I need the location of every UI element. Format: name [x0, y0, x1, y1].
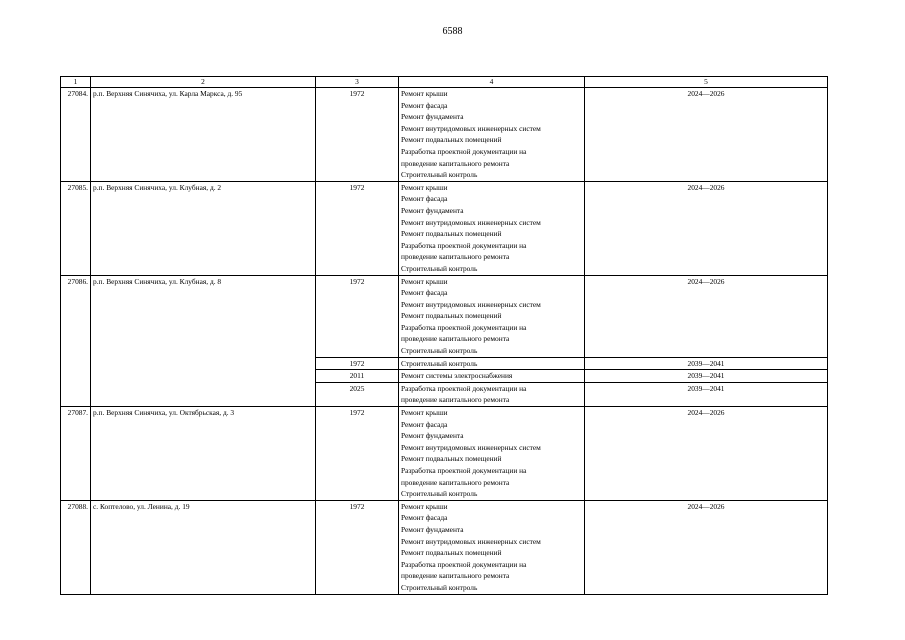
entry-year: 1972	[316, 407, 399, 501]
work-item: Ремонт системы электроснабжения	[401, 371, 513, 381]
work-item: Строительный контроль	[401, 263, 478, 273]
entry-works	[399, 407, 585, 501]
work-item: Строительный контроль	[401, 170, 478, 180]
work-item: Разработка проектной документации на	[401, 240, 527, 250]
work-item: Ремонт крыши	[401, 182, 448, 192]
table-row	[61, 88, 828, 182]
work-item: Ремонт фундамента	[401, 524, 464, 534]
table-row	[61, 275, 828, 357]
table-body	[61, 88, 828, 595]
entry-index: 27084.	[61, 88, 91, 182]
work-item: Разработка проектной документации на	[401, 383, 527, 393]
entry-period: 2039—2041	[585, 370, 828, 383]
work-item: Разработка проектной документации на	[401, 559, 527, 569]
entry-address: р.п. Верхняя Синячиха, ул. Карла Маркса, д. 95	[91, 88, 316, 182]
entry-year: 1972	[316, 88, 399, 182]
column-header-2: 2	[91, 77, 316, 88]
entry-period: 2039—2041	[585, 357, 828, 370]
work-item: Ремонт крыши	[401, 89, 448, 98]
work-item: Строительный контроль	[401, 346, 478, 356]
entry-works	[399, 370, 585, 383]
entry-address: с. Коптелово, ул. Ленина, д. 19	[91, 500, 316, 594]
entry-year: 1972	[316, 181, 399, 275]
work-item: Ремонт подвальных помещений	[401, 311, 502, 321]
entry-year: 1972	[316, 500, 399, 594]
work-item: Ремонт внутридомовых инженерных систем	[401, 536, 541, 546]
work-item: Ремонт крыши	[401, 276, 448, 286]
entry-index: 27088.	[61, 500, 91, 594]
entry-index: 27087.	[61, 407, 91, 501]
work-item: Разработка проектной документации на	[401, 146, 527, 156]
entry-index: 27085.	[61, 181, 91, 275]
work-item: проведение капитального ремонта	[401, 571, 510, 581]
work-item: Ремонт подвальных помещений	[401, 135, 502, 145]
column-header-5: 5	[585, 77, 828, 88]
work-item: Ремонт внутридомовых инженерных систем	[401, 442, 541, 452]
table-row	[61, 407, 828, 501]
column-header-4: 4	[399, 77, 585, 88]
column-header-1: 1	[61, 77, 91, 88]
work-item: Строительный контроль	[401, 582, 478, 592]
work-item: Разработка проектной документации на	[401, 466, 527, 475]
entry-period: 2024—2026	[585, 275, 828, 357]
work-item: Ремонт фундамента	[401, 431, 464, 441]
work-item: Ремонт фасада	[401, 419, 448, 429]
entry-year: 1972	[316, 357, 399, 370]
entry-period: 2024—2026	[585, 500, 828, 594]
work-item: Ремонт внутридомовых инженерных систем	[401, 123, 541, 133]
entry-year: 1972	[316, 275, 399, 357]
entry-works	[399, 382, 585, 406]
table-row	[61, 500, 828, 594]
work-item: Ремонт крыши	[401, 501, 448, 511]
entry-index: 27086.	[61, 275, 91, 407]
work-item: Ремонт подвальных помещений	[401, 454, 502, 464]
work-item: Ремонт подвальных помещений	[401, 548, 502, 558]
entry-period: 2024—2026	[585, 88, 828, 182]
entry-period: 2039—2041	[585, 382, 828, 406]
work-item: проведение капитального ремонта	[401, 334, 510, 344]
work-item: Ремонт фасада	[401, 513, 448, 523]
entry-year: 2025	[316, 382, 399, 406]
work-item: Строительный контроль	[401, 489, 478, 499]
work-item: Ремонт фундамента	[401, 205, 464, 215]
entry-period: 2024—2026	[585, 407, 828, 501]
entry-works	[399, 181, 585, 275]
work-item: Разработка проектной документации на	[401, 322, 527, 332]
work-item: Ремонт внутридомовых инженерных систем	[401, 217, 541, 227]
entry-address: р.п. Верхняя Синячиха, ул. Клубная, д. 8	[91, 275, 316, 407]
work-item: проведение капитального ремонта	[401, 395, 510, 405]
work-item: Ремонт подвальных помещений	[401, 229, 502, 239]
entry-address: р.п. Верхняя Синячиха, ул. Октябрьская, д. 3	[91, 407, 316, 501]
capital-repair-table	[60, 76, 828, 595]
table-row	[61, 181, 828, 275]
work-item: Ремонт фасада	[401, 100, 448, 110]
entry-works	[399, 275, 585, 357]
work-item: проведение капитального ремонта	[401, 158, 510, 168]
column-header-3: 3	[316, 77, 399, 88]
entry-works	[399, 500, 585, 594]
entry-address: р.п. Верхняя Синячиха, ул. Клубная, д. 2	[91, 181, 316, 275]
entry-works	[399, 88, 585, 182]
work-item: проведение капитального ремонта	[401, 252, 510, 262]
work-item: Ремонт крыши	[401, 408, 448, 418]
work-item: Ремонт фасада	[401, 288, 448, 298]
entry-period: 2024—2026	[585, 181, 828, 275]
work-item: проведение капитального ремонта	[401, 477, 510, 487]
work-item: Ремонт фундамента	[401, 112, 464, 122]
entry-year: 2011	[316, 370, 399, 383]
page-number: 6588	[442, 26, 463, 37]
table-header-row	[61, 77, 828, 88]
work-item: Ремонт фасада	[401, 194, 448, 204]
entry-works	[399, 357, 585, 370]
work-item: Ремонт внутридомовых инженерных систем	[401, 299, 541, 309]
work-item: Строительный контроль	[401, 358, 478, 368]
